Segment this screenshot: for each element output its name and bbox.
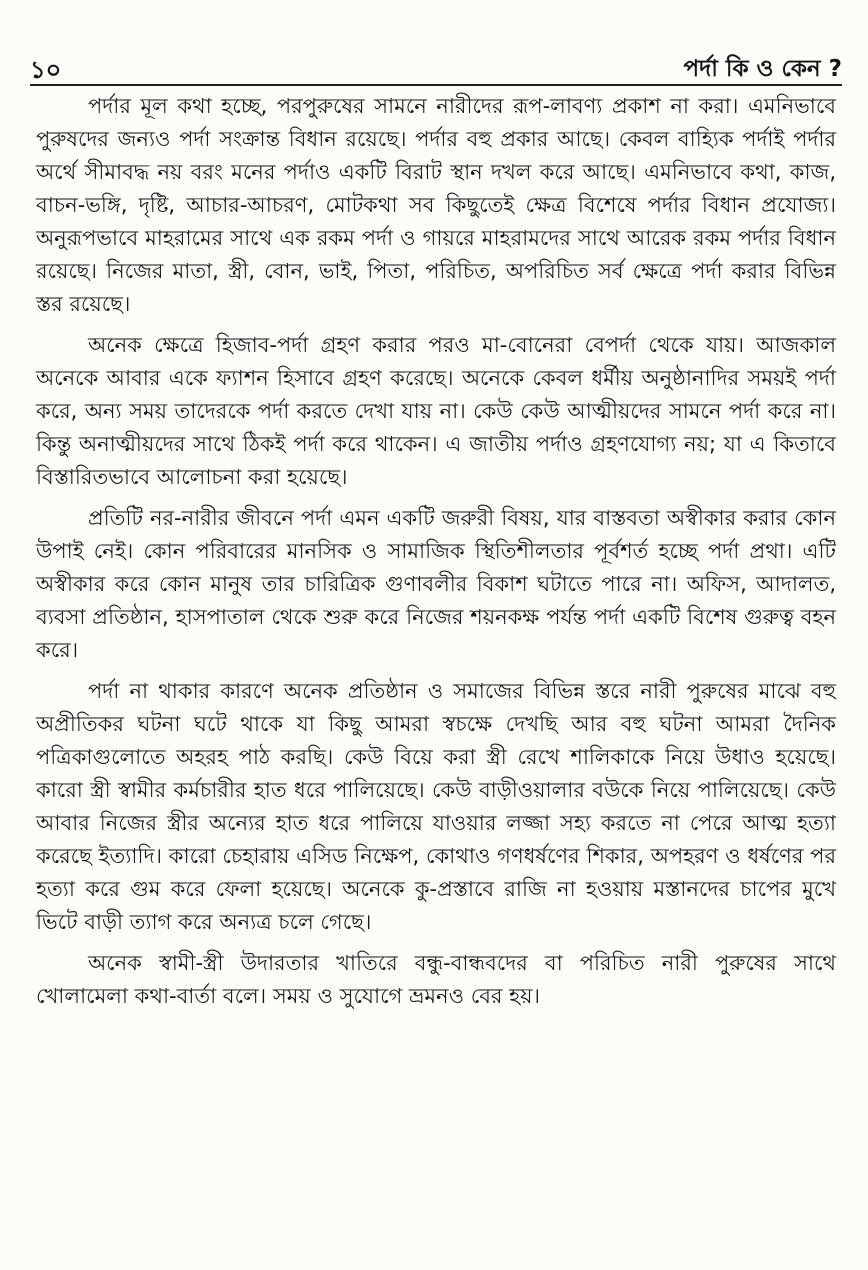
body-text [36, 90, 836, 1021]
running-title: পর্দা কি ও কেন ? [683, 56, 842, 82]
paragraph-5: অনেক স্বামী-স্ত্রী উদারতার খাতিরে বন্ধু-বান্ধবদের বা পরিচিত নারী পুরুষের সাথে খোলামেলা কথা-বার্তা বলে। সময় ও সুযোগে ভ্রমনও বের হয়। [36, 951, 836, 1008]
paragraph-3: প্রতিটি নর-নারীর জীবনে পর্দা এমন একটি জরুরী বিষয়, যার বাস্তবতা অস্বীকার করার কোন উপাই নেই। কোন পরিবারের মানসিক ও সামাজিক স্থিতিশীলতার পূর্বশর্ত হচ্ছে পর্দা প্রথা। এটি অস্বীকার করে কোন মানুষ তার চারিত্রিক গুণাবলীর বিকাশ ঘটাতে পারে না। অফিস, আদালত, ব্যবসা প্রতিষ্ঠান, হাসপাতাল থেকে শুরু করে নিজের শয়নকক্ষ পর্যন্ত পর্দা একটি বিশেষ গুরুত্ব বহন করে। [36, 506, 836, 662]
header-rule [30, 84, 842, 86]
paragraph-4: পর্দা না থাকার কারণে অনেক প্রতিষ্ঠান ও সমাজের বিভিন্ন স্তরে নারী পুরুষের মাঝে বহু অপ্রীতিকর ঘটনা ঘটে থাকে যা কিছু আমরা স্বচক্ষে দেখছি আর বহু ঘটনা আমরা দৈনিক পত্রিকাগুলোতে অহরহ পাঠ করছি। কেউ বিয়ে করা স্ত্রী রেখে শালিকাকে নিয়ে উধাও হয়েছে। কারো স্ত্রী স্বামীর কর্মচারীর হাত ধরে পালিয়েছে। কেউ বাড়ীওয়ালার বউকে নিয়ে পালিয়েছে। কেউ আবার নিজের স্ত্রীর অন্যের হাত ধরে পালিয়ে যাওয়ার লজ্জা সহ্য করতে না পেরে আত্ম হত্যা করেছে ইত্যাদি। কারো চেহারায় এসিড নিক্ষেপ, কোথাও গণধর্ষণের শিকার, অপহরণ ও ধর্ষণের পর হত্যা করে গুম করে ফেলা হয়েছে। অনেকে কু-প্রস্তাবে রাজি না হওয়ায় মস্তানদের চাপের মুখে ভিটে বাড়ী ত্যাগ করে অন্যত্র চলে গেছে। [36, 679, 836, 934]
paragraph-2: অনেক ক্ষেত্রে হিজাব-পর্দা গ্রহণ করার পরও মা-বোনেরা বেপর্দা থেকে যায়। আজকাল অনেকে আবার একে ফ্যাশন হিসাবে গ্রহণ করেছে। অনেকে কেবল ধর্মীয় অনুষ্ঠানাদির সময়ই পর্দা করে, অন্য সময় তাদেরকে পর্দা করতে দেখা যায় না। কেউ কেউ আত্মীয়দের সামনে পর্দা করে না। কিন্তু অনাত্মীয়দের সাথে ঠিকই পর্দা করে থাকেন। এ জাতীয় পর্দাও গ্রহণযোগ্য নয়; যা এ কিতাবে বিস্তারিতভাবে আলোচনা করা হয়েছে। [36, 333, 836, 489]
page-number: ১০ [30, 56, 62, 84]
page-header [30, 50, 842, 82]
paragraph-1: পর্দার মূল কথা হচ্ছে, পরপুরুষের সামনে নারীদের রূপ-লাবণ্য প্রকাশ না করা। এমনিভাবে পুরুষদের জন্যও পর্দা সংক্রান্ত বিধান রয়েছে। পর্দার বহু প্রকার আছে। কেবল বাহ্যিক পর্দাই পর্দার অর্থে সীমাবদ্ধ নয় বরং মনের পর্দাও একটি বিরাট স্থান দখল করে আছে। এমনিভাবে কথা, কাজ, বাচন-ভঙ্গি, দৃষ্টি, আচার-আচরণ, মোটকথা সব কিছুতেই ক্ষেত্র বিশেষে পর্দার বিধান প্রযোজ্য। অনুরূপভাবে মাহরামের সাথে এক রকম পর্দা ও গায়রে মাহরামদের সাথে আরেক রকম পর্দার বিধান রয়েছে। নিজের মাতা, স্ত্রী, বোন, ভাই, পিতা, পরিচিত, অপরিচিত সর্ব ক্ষেত্রে পর্দা করার বিভিন্ন স্তর রয়েছে। [36, 94, 836, 316]
